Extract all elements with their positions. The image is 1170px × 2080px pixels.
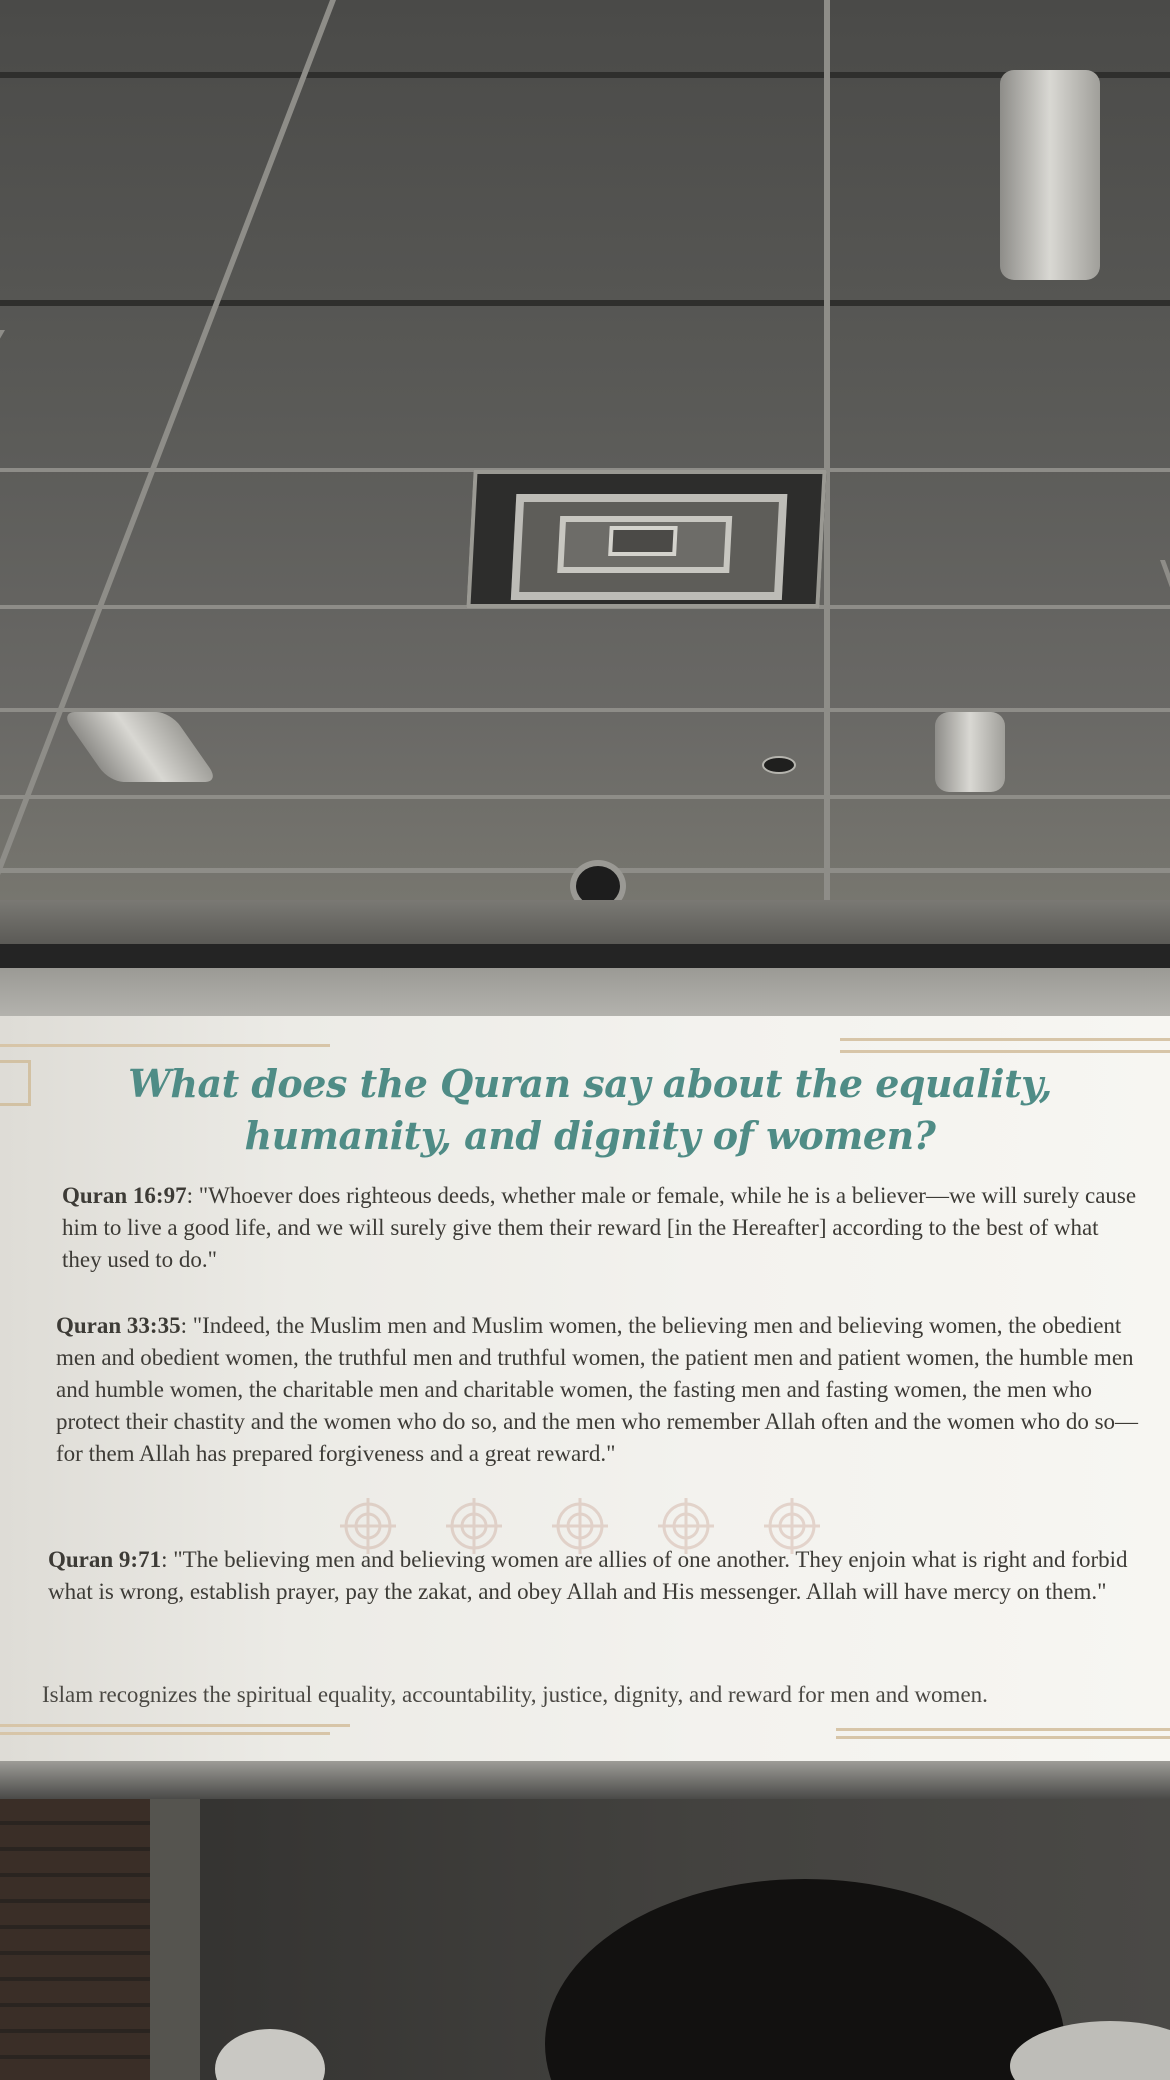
decorative-line [0,1044,330,1047]
ceiling-grid-line [0,72,1170,78]
verse-quran-33-35 [56,1310,1156,1470]
verse-reference: Quran 16:97 [62,1183,187,1208]
projector-screen-border [0,968,1170,1016]
verse-reference: Quran 9:71 [48,1547,162,1572]
projector-screen-bottom-bar [0,1761,1170,1799]
ceiling-light-fixture [60,712,219,782]
decorative-line [0,1732,330,1735]
verse-text: : "Whoever does righteous deeds, whether male or female, while he is a believer—we will surely cause him to live a good life, and we will surely give them their reward [in the Hereafter] according to the best of what they used to do." [62,1183,1137,1272]
decorative-line [836,1728,1170,1731]
decorative-line [836,1736,1170,1739]
slide-title: What does the Quran say about the equality, humanity, and dignity of women? [128,1061,1052,1158]
audience-member-head [545,1879,1065,2080]
projector-screen-housing [0,900,1170,944]
brick-wall [0,1799,150,2080]
verse-quran-9-71 [48,1544,1128,1608]
ceiling-grid-line [0,300,1170,306]
projector-screen-band [0,944,1170,968]
ceiling-grid-line [824,0,830,900]
ceiling-grid-line [1160,560,1170,900]
sprinkler-head [762,756,796,774]
ceiling [0,0,1170,900]
verse-quran-16-97 [62,1180,1142,1276]
verse-reference: Quran 33:35 [56,1313,181,1338]
decorative-line [840,1050,1170,1053]
ceiling-grid-line [0,795,1170,799]
slide-summary: Islam recognizes the spiritual equality, accountability, justice, dignity, and reward for men and women. [42,1682,988,1707]
wall-pillar [150,1799,200,2080]
decorative-line [840,1038,1170,1041]
air-vent [466,470,826,608]
ceiling-grid-line [0,330,5,890]
room-below-screen [0,1799,1170,2080]
projected-slide [0,1016,1170,1761]
verse-text: : "Indeed, the Muslim men and Muslim women, the believing men and believing women, the obedient men and obedient women, the truthful men and truthful women, the patient men and patient women, the humble men and humble women, the charitable men and charitable women, the fasting men and fasting women, the men who protect their chastity and the women who do so, and the men who remember Allah often and the women who do so—for them Allah has prepared forgiveness and a great reward." [56,1313,1139,1466]
chair [215,2029,325,2080]
security-camera [570,860,626,900]
verse-text: : "The believing men and believing women are allies of one another. They enjoin what is right and forbid what is wrong, establish prayer, pay the zakat, and obey Allah and His messenger. Allah will have mercy on them." [48,1547,1128,1604]
ceiling-grid-line [0,708,1170,712]
decorative-line [0,1724,350,1727]
decorative-bracket [0,1060,31,1106]
ceiling-light-fixture [1000,70,1100,280]
ceiling-light-fixture [935,712,1005,792]
